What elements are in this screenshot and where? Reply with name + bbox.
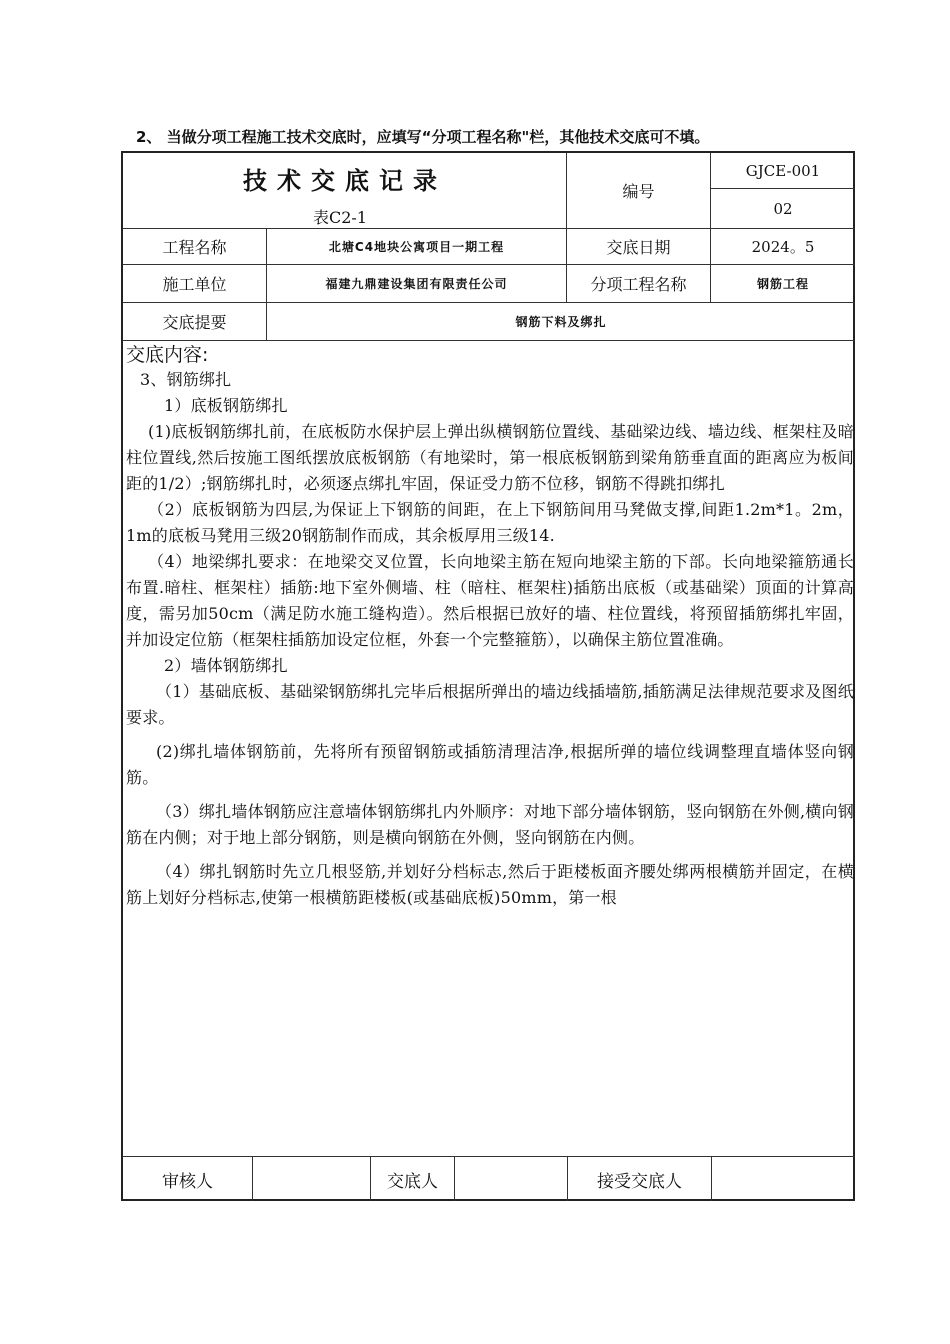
form-number: 表C2-1 <box>313 208 368 227</box>
subitem-name-value <box>711 265 855 303</box>
discloser-label <box>371 1157 454 1201</box>
project-name-label-text: 工程名称 <box>162 238 227 257</box>
construction-unit-value <box>267 265 567 303</box>
project-name-value-text: 北塘C4地块公寓项目一期工程 <box>328 240 505 254</box>
paragraph-4: （1）基础底板、基础梁钢筋绑扎完毕后根据所弹出的墙边线插墙筋,插筋满足法律规范要求及图纸要求。 <box>126 682 854 727</box>
project-name-value <box>267 229 567 265</box>
reviewer-label <box>123 1157 252 1201</box>
code-seq-text: 02 <box>773 199 793 218</box>
section-3-2-heading: 2）墙体钢筋绑扎 <box>164 656 288 675</box>
code-seq <box>711 189 855 229</box>
disclosure-date-label <box>567 229 711 265</box>
summary-value <box>267 303 855 341</box>
code-value <box>711 153 855 189</box>
receiver-label-text: 接受交底人 <box>597 1171 682 1192</box>
construction-unit-label-text: 施工单位 <box>162 275 227 294</box>
form-title: 技术交底记录 <box>243 167 447 195</box>
discloser-signature-field[interactable] <box>455 1157 567 1201</box>
paragraph-3: （4）地梁绑扎要求：在地梁交叉位置，长向地梁主筋在短向地梁主筋的下部。长向地梁箍筋通长布置.暗柱、框架柱）插筋:地下室外侧墙、柱（暗柱、框架柱)插筋出底板（或基础梁）顶面的计算高度，需另加50cm（满足防水施工缝构造）。然后根据已放好的墙、柱位置线，将预留插筋绑扎牢固，并加设定位筋（框架柱插筋加设定位框，外套一个完整箍筋），以确保主筋位置准确。 <box>126 552 854 649</box>
construction-unit-label <box>123 265 267 303</box>
reviewer-label-text: 审核人 <box>162 1171 213 1192</box>
summary-label <box>123 303 267 341</box>
code-label <box>567 153 711 229</box>
subitem-name-value-text: 钢筋工程 <box>756 277 809 291</box>
form-note: 2、 当做分项工程施工技术交底时，应填写“分项工程名称"栏，其他技术交底可不填。 <box>136 128 710 146</box>
disclosure-content <box>126 343 854 911</box>
disclosure-record-form <box>121 151 855 1201</box>
receiver-label <box>568 1157 711 1201</box>
construction-unit-value-text: 福建九鼎建设集团有限责任公司 <box>325 277 508 291</box>
paragraph-1: (1)底板钢筋绑扎前，在底板防水保护层上弹出纵横钢筋位置线、基础梁边线、墙边线、框架柱及暗柱位置线,然后按施工图纸摆放底板钢筋（有地梁时，第一根底板钢筋到梁角筋垂直面的距离应为板间距的1/2）;钢筋绑扎时，必须逐点绑扎牢固，保证受力筋不位移，钢筋不得跳扣绑扎 <box>126 422 854 493</box>
subitem-name-label <box>567 265 711 303</box>
code-label-text: 编号 <box>622 182 655 201</box>
receiver-signature-field[interactable] <box>712 1157 855 1201</box>
disclosure-date-value <box>711 229 855 265</box>
paragraph-6: （3）绑扎墙体钢筋应注意墙体钢筋绑扎内外顺序：对地下部分墙体钢筋，竖向钢筋在外侧,横向钢筋在内侧；对于地上部分钢筋，则是横向钢筋在外侧，竖向钢筋在内侧。 <box>126 802 854 847</box>
summary-label-text: 交底提要 <box>162 313 227 332</box>
section-3-heading: 3、钢筋绑扎 <box>140 370 232 389</box>
code-value-text: GJCE-001 <box>745 161 821 180</box>
project-name-label <box>123 229 267 265</box>
subitem-name-label-text: 分项工程名称 <box>590 275 687 294</box>
paragraph-7: （4）绑扎钢筋时先立几根竖筋,并划好分档标志,然后于距楼板面齐腰处绑两根横筋并固定，在横筋上划好分档标志,使第一根横筋距楼板(或基础底板)50mm，第一根 <box>126 862 854 907</box>
disclosure-date-label-text: 交底日期 <box>606 238 671 257</box>
section-3-1-heading: 1）底板钢筋绑扎 <box>164 396 288 415</box>
reviewer-signature-field[interactable] <box>253 1157 370 1201</box>
discloser-label-text: 交底人 <box>387 1171 438 1192</box>
content-heading: 交底内容: <box>126 344 209 366</box>
paragraph-2: （2）底板钢筋为四层,为保证上下钢筋的间距，在上下钢筋间用马凳做支撑,间距1.2m*1。2m，1m的底板马凳用三级20钢筋制作而成，其余板厚用三级14. <box>126 500 854 545</box>
header-block <box>123 153 567 229</box>
disclosure-date-value-text: 2024。5 <box>751 238 815 256</box>
paragraph-5: (2)绑扎墙体钢筋前，先将所有预留钢筋或插筋清理洁净,根据所弹的墙位线调整理直墙体竖向钢筋。 <box>126 742 854 787</box>
summary-value-text: 钢筋下料及绑扎 <box>515 315 607 329</box>
